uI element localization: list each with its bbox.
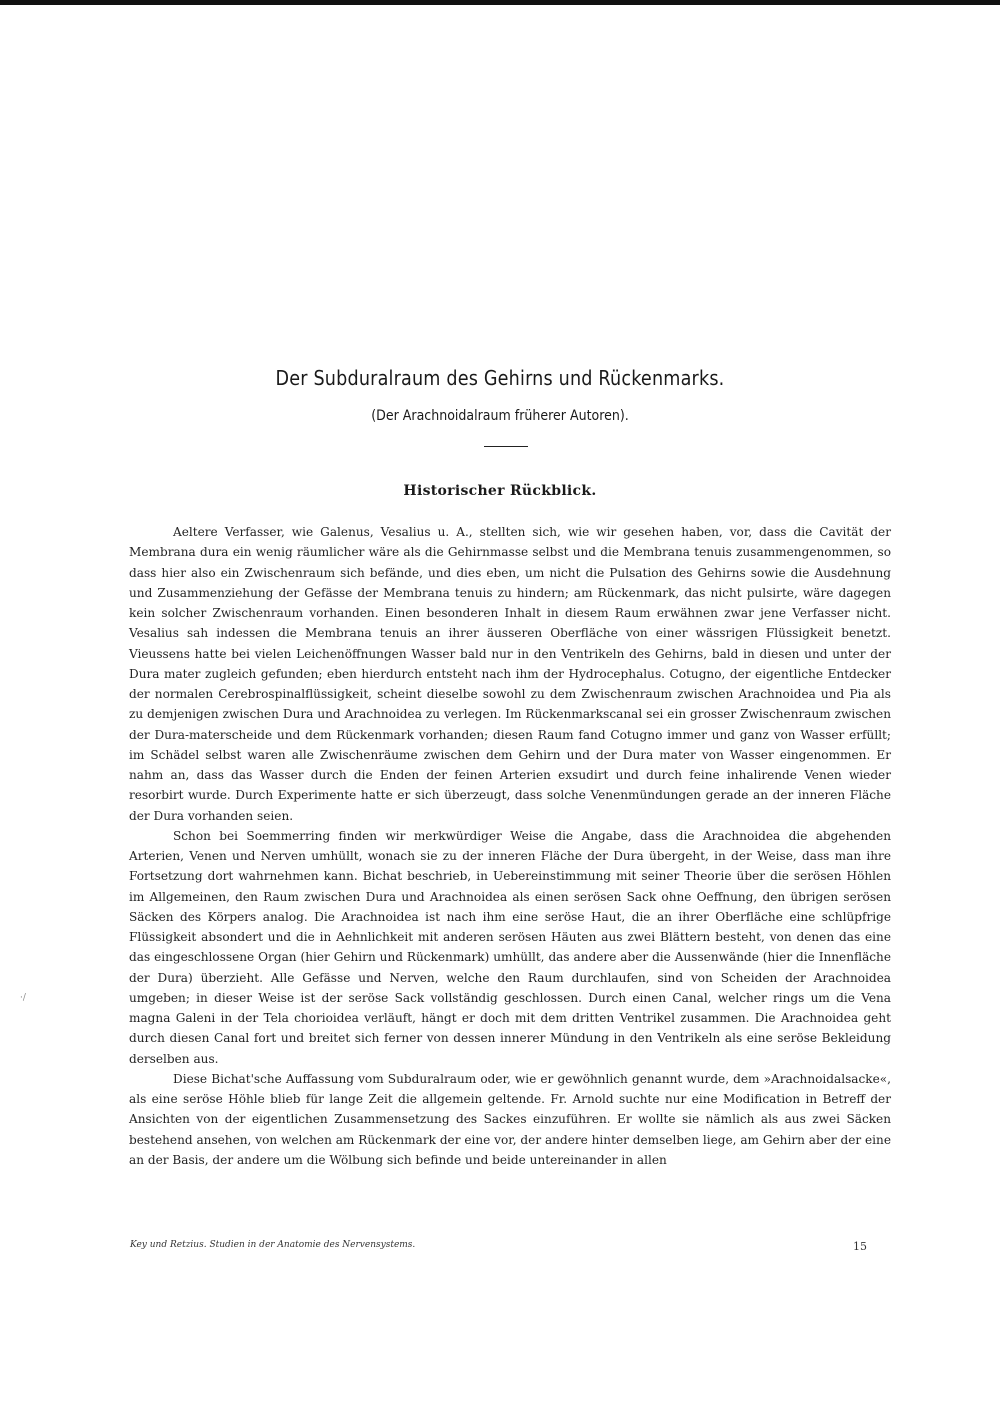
paragraph-1: Aeltere Verfasser, wie Galenus, Vesalius u. A., stellten sich, wie wir gesehen haben, vor, dass die Cavität der Membrana dura ein wenig räumlicher wäre als die Gehirnmasse selbst und die Membrana tenuis zusammengenommen, so dass hier also ein Zwischenraum sich befände, und dies eben, um nicht die Pulsation des Gehirns sowie die Ausdehnung und Zusammenziehung der Gefässe der Membrana tenuis zu hindern; am Rückenmark, das nicht pulsirte, wäre dagegen kein solcher Zwischenraum vorhanden. Einen besonderen Inhalt in diesem Raum erwähnen zwar jene Verfasser nicht. Vesalius sah indessen die Membrana tenuis an ihrer äusseren Oberfläche von einer wässrigen Flüssigkeit benetzt. Vieussens hatte bei vielen Leichenöffnungen Wasser bald nur in den Ventrikeln des Gehirns, bald in diesen und unter der Dura mater zugleich gefunden; eben hierdurch entsteht nach ihm der Hydrocephalus. Cotugno, der eigentliche Entdecker der normalen Cerebrospinalflüssigkeit, scheint dieselbe sowohl zu dem Zwischenraum zwischen Arachnoidea und Pia als zu demjenigen zwischen Dura und Arachnoidea zu verlegen. Im Rückenmarkscanal sei ein grosser Zwischenraum zwischen der Dura-materscheide und dem Rückenmark vorhanden; diesen Raum fand Cotugno immer und ganz von Wasser erfüllt; im Schädel selbst waren alle Zwischenräume zwischen dem Gehirn und der Dura mater von Wasser eingenommen. Er nahm an, dass das Wasser durch die Enden der feinen Arterien exsudirt und durch feine inhalirende Venen wieder resorbirt wurde. Durch Experimente hatte er sich überzeugt, dass solche Venenmündungen gerade an der inneren Fläche der Dura vorhanden seien. — [129, 525, 891, 823]
paragraph-2: Schon bei Soemmerring finden wir merkwürdiger Weise die Angabe, dass die Arachnoidea die abgehenden Arterien, Venen und Nerven umhüllt, wonach sie zu der inneren Fläche der Dura übergeht, in der Weise, dass man ihre Fortsetzung dort wahrnehmen kann. Bichat beschrieb, in Uebereinstimmung mit seiner Theorie über die serösen Höhlen im Allgemeinen, den Raum zwischen Dura und Arachnoidea als einen serösen Sack ohne Oeffnung, den übrigen serösen Säcken des Körpers analog. Die Arachnoidea ist nach ihm eine seröse Haut, die an ihrer Oberfläche eine schlüpfrige Flüssigkeit absondert und die in Aehnlichkeit mit anderen serösen Häuten aus zwei Blättern besteht, von denen das eine das eingeschlossene Organ (hier Gehirn und Rückenmark) umhüllt, das andere aber die Aussenwände (hier die Innenfläche der Dura) überzieht. Alle Gefässe und Nerven, welche den Raum durchlaufen, sind von Scheiden der Arachnoidea umgeben; in dieser Weise ist der seröse Sack vollständig geschlossen. Durch einen Canal, welcher rings um die Vena magna Galeni in der Tela chorioidea verläuft, hängt er doch mit dem dritten Ventrikel zusammen. Die Arachnoidea geht durch diesen Canal fort und breitet sich ferner von dessen innerer Mündung in den Ventrikeln als eine seröse Bekleidung derselben aus. — [129, 828, 891, 1066]
body-text — [129, 522, 891, 1170]
page-number: 15 — [853, 1240, 867, 1253]
section-heading: Historischer Rückblick. — [403, 483, 597, 499]
paragraph-3: Diese Bichat'sche Auffassung vom Subduralraum oder, wie er gewöhnlich genannt wurde, dem »Arachnoidalsacke«, als eine seröse Höhle blieb für lange Zeit die allgemein geltende. Fr. Arnold suchte nur eine Modification in Betreff der Ansichten von der eigentlichen Zusammensetzung des Sackes einzuführen. Er wollte sie nämlich als aus zwei Säcken bestehend ansehen, von welchen am Rückenmark der eine vor, der andere hinter demselben liege, am Gehirn aber der eine an der Basis, der andere um die Wölbung sich befinde und beide untereinander in allen — [129, 1071, 891, 1167]
scan-top-edge — [0, 0, 1000, 5]
margin-mark: ·/ — [20, 993, 26, 1003]
page-subtitle: (Der Arachnoidalraum früherer Autoren). — [371, 408, 629, 424]
running-footer: Key und Retzius. Studien in der Anatomie des Nervensystems. — [130, 1240, 416, 1250]
page-title: Der Subduralraum des Gehirns und Rückenmarks. — [275, 366, 725, 390]
title-divider — [484, 446, 528, 447]
